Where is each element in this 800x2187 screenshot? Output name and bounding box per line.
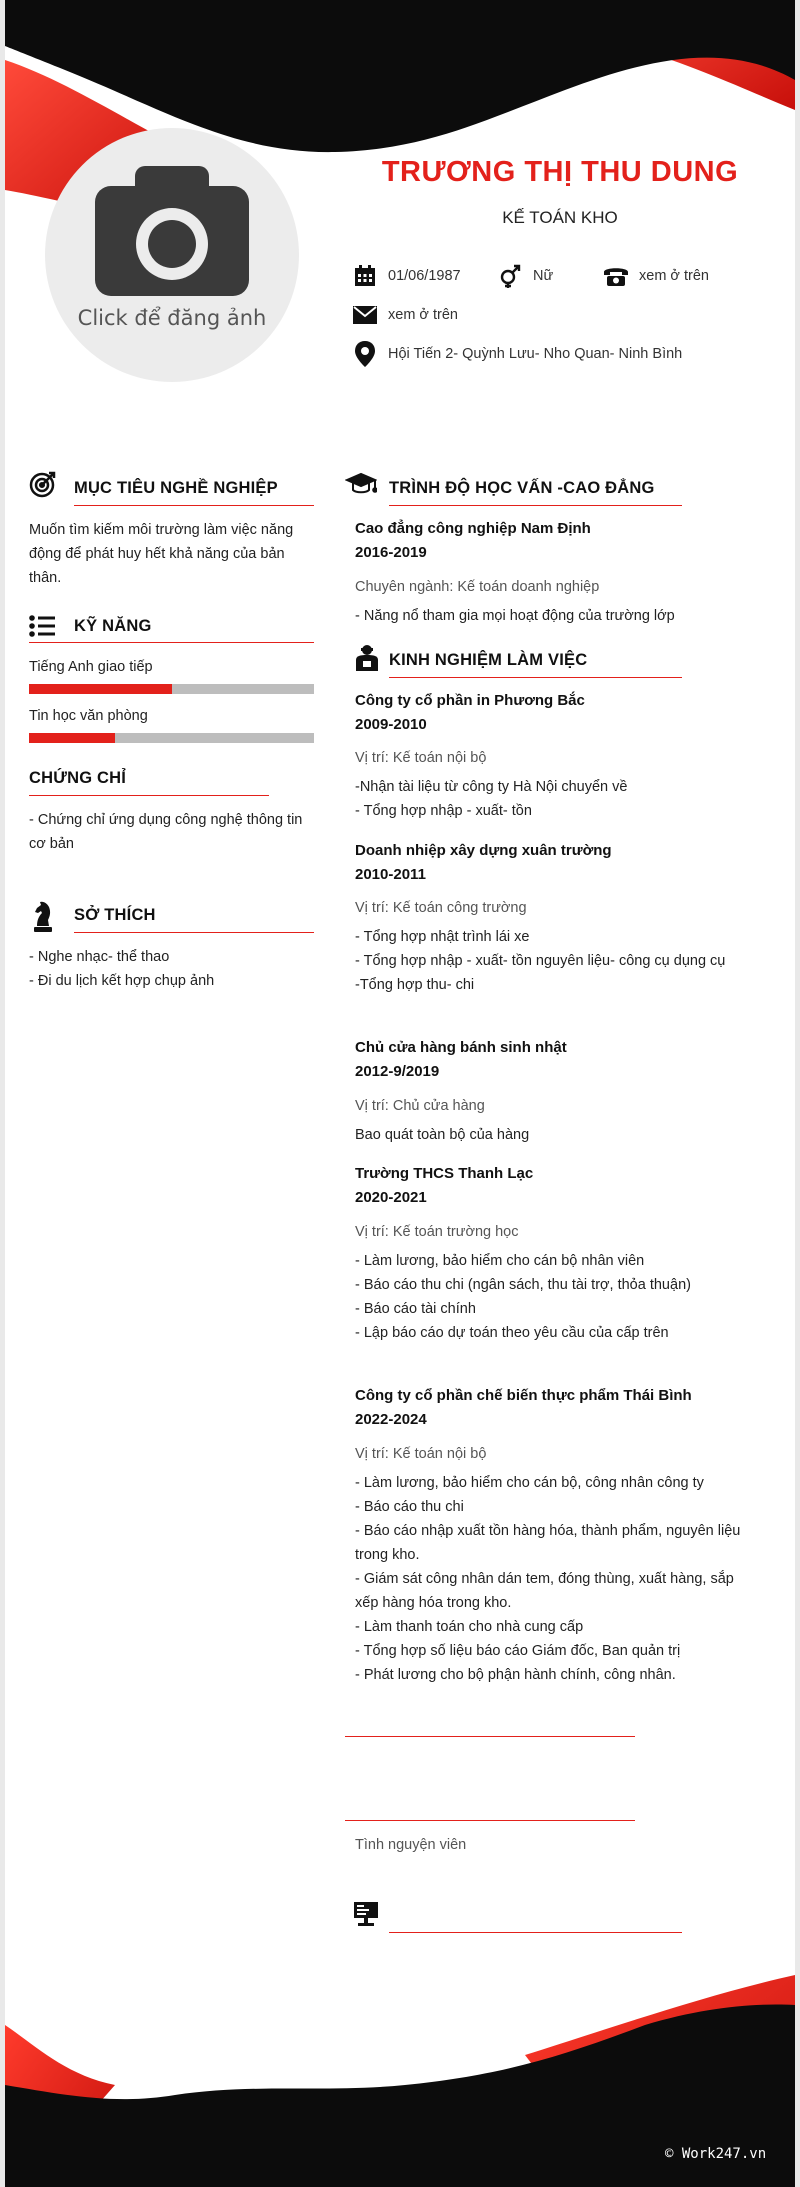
skill-level-fill xyxy=(29,684,172,694)
calendar-icon xyxy=(352,263,378,289)
job-duty-line: - Tổng hợp nhập - xuất- tồn xyxy=(355,803,532,819)
skill-name: Tiếng Anh giao tiếp xyxy=(29,659,153,675)
briefcase-user-icon xyxy=(355,644,379,677)
hobby-line: - Đi du lịch kết hợp chụp ảnh xyxy=(29,973,215,989)
job-company: Trường THCS Thanh Lạc xyxy=(355,1165,534,1182)
empty-section-divider xyxy=(389,1932,682,1933)
job-duty-line: - Báo cáo thu chi (ngân sách, thu tài trợ, thỏa thuận) xyxy=(355,1277,691,1293)
job-duty-line: xếp hàng hóa trong kho. xyxy=(355,1595,512,1611)
cv-page xyxy=(5,0,795,2187)
job-duty-line: - Lập báo cáo dự toán theo yêu cầu của cấp trên xyxy=(355,1325,669,1341)
candidate-name: TRƯƠNG THỊ THU DUNG xyxy=(381,156,739,188)
skill-level-fill xyxy=(29,733,115,743)
education-title: TRÌNH ĐỘ HỌC VẤN -CAO ĐẲNG xyxy=(389,479,655,497)
job-duty-line: - Báo cáo nhập xuất tồn hàng hóa, thành phẩm, nguyên liệu xyxy=(355,1523,741,1539)
job-duty-line: - Giám sát công nhân dán tem, đóng thùng, xuất hàng, sắp xyxy=(355,1571,734,1587)
job-duties xyxy=(355,1471,775,1687)
empty-section-divider xyxy=(345,1736,635,1737)
gender-row xyxy=(497,263,553,289)
objective-title: MỤC TIÊU NGHỀ NGHIỆP xyxy=(74,479,278,497)
chess-knight-icon xyxy=(33,900,53,937)
education-major: Chuyên ngành: Kế toán doanh nghiệp xyxy=(355,579,600,595)
job-duties xyxy=(355,1249,775,1345)
job-position: Vị trí: Kế toán trường học xyxy=(355,1224,519,1240)
job-duty-line: -Tổng hợp thu- chi xyxy=(355,977,475,993)
email-row xyxy=(352,302,458,328)
job-duty-line: trong kho. xyxy=(355,1547,420,1563)
email-value: xem ở trên xyxy=(388,307,458,323)
education-note: - Năng nổ tham gia mọi hoạt động của trường lớp xyxy=(355,608,675,624)
volunteer-divider xyxy=(345,1820,635,1821)
graduation-cap-icon xyxy=(345,472,377,503)
footer-credit: © Work247.vn xyxy=(665,2146,767,2162)
job-title: KẾ TOÁN KHO xyxy=(502,208,618,227)
objective-line: thân. xyxy=(29,570,62,586)
job-duty-line: - Làm thanh toán cho nhà cung cấp xyxy=(355,1619,584,1635)
certificates-title: CHỨNG CHỈ xyxy=(29,769,127,787)
skill-level-bar xyxy=(29,684,314,694)
job-duties xyxy=(355,925,775,997)
phone-icon xyxy=(603,263,629,289)
hobbies-text xyxy=(29,945,319,993)
job-duty-line: - Làm lương, bảo hiểm cho cán bộ, công nhân công ty xyxy=(355,1475,704,1491)
job-duty-line: - Phát lương cho bộ phận hành chính, công nhân. xyxy=(355,1667,676,1683)
address-value: Hội Tiến 2- Quỳnh Lưu- Nho Quan- Ninh Bình xyxy=(388,346,683,362)
hobbies-divider xyxy=(74,932,314,933)
job-duty-line: - Báo cáo thu chi xyxy=(355,1499,464,1515)
job-years: 2022-2024 xyxy=(355,1411,427,1428)
job-duty-line: Bao quát toàn bộ của hàng xyxy=(355,1127,530,1143)
skills-divider xyxy=(29,642,314,643)
hobby-line: - Nghe nhạc- thể thao xyxy=(29,949,170,965)
job-years: 2009-2010 xyxy=(355,716,427,733)
job-years: 2020-2021 xyxy=(355,1189,427,1206)
job-company: Chủ cửa hàng bánh sinh nhật xyxy=(355,1039,567,1056)
job-duties xyxy=(355,1123,775,1147)
education-years: 2016-2019 xyxy=(355,544,427,561)
job-position: Vị trí: Chủ cửa hàng xyxy=(355,1098,485,1114)
job-position: Vị trí: Kế toán nội bộ xyxy=(355,1446,487,1462)
job-years: 2010-2011 xyxy=(355,866,426,883)
volunteer-text: Tình nguyện viên xyxy=(355,1837,467,1853)
job-company: Công ty cổ phần chế biến thực phẩm Thái Bình xyxy=(355,1387,692,1404)
address-row xyxy=(352,341,682,367)
job-duties xyxy=(355,775,775,823)
objective-line: Muốn tìm kiếm môi trường làm việc năng xyxy=(29,522,294,538)
education-school: Cao đẳng công nghiệp Nam Định xyxy=(355,520,591,537)
job-duty-line: - Làm lương, bảo hiểm cho cán bộ nhân viên xyxy=(355,1253,645,1269)
job-duty-line: -Nhận tài liệu từ công ty Hà Nội chuyển về xyxy=(355,779,628,795)
job-duty-line: - Báo cáo tài chính xyxy=(355,1301,476,1317)
skill-name: Tin học văn phòng xyxy=(29,708,148,724)
objective-divider xyxy=(74,505,314,506)
objective-text xyxy=(29,518,319,590)
skill-level-bar xyxy=(29,733,314,743)
phone-row xyxy=(603,263,709,289)
job-position: Vị trí: Kế toán nội bộ xyxy=(355,750,487,766)
map-pin-icon xyxy=(352,341,378,367)
job-company: Doanh nhiệp xây dựng xuân trường xyxy=(355,842,612,859)
camera-icon xyxy=(95,166,249,296)
skills-title: KỸ NĂNG xyxy=(74,617,152,635)
gender-icon xyxy=(497,263,523,289)
job-position: Vị trí: Kế toán công trường xyxy=(355,900,527,916)
certificates-text xyxy=(29,808,319,856)
envelope-icon xyxy=(352,302,378,328)
dob-row xyxy=(352,263,461,289)
dob-value: 01/06/1987 xyxy=(388,268,461,284)
certificate-line: - Chứng chỉ ứng dụng công nghệ thông tin xyxy=(29,812,303,828)
job-duty-line: - Tổng hợp nhập - xuất- tồn nguyên liệu- công cụ dụng cụ xyxy=(355,953,726,969)
job-company: Công ty cổ phần in Phương Bắc xyxy=(355,692,585,709)
list-icon xyxy=(29,615,55,642)
computer-icon xyxy=(354,1902,378,1933)
gender-value: Nữ xyxy=(533,268,554,284)
education-divider xyxy=(389,505,682,506)
experience-divider xyxy=(389,677,682,678)
job-duty-line: - Tổng hợp nhật trình lái xe xyxy=(355,929,530,945)
job-years: 2012-9/2019 xyxy=(355,1063,440,1080)
experience-title: KINH NGHIỆM LÀM VIỆC xyxy=(389,651,588,669)
objective-line: động để phát huy hết khả năng của bản xyxy=(29,546,285,562)
job-duty-line: - Tổng hợp số liệu báo cáo Giám đốc, Ban quản trị xyxy=(355,1643,681,1659)
photo-upload-label: Click để đăng ảnh xyxy=(77,306,267,330)
profile-photo-upload[interactable] xyxy=(45,128,299,382)
hobbies-title: SỞ THÍCH xyxy=(74,906,156,924)
phone-value: xem ở trên xyxy=(639,268,709,284)
certificate-line: cơ bản xyxy=(29,836,74,852)
target-icon xyxy=(29,470,57,503)
certificates-divider xyxy=(29,795,269,796)
